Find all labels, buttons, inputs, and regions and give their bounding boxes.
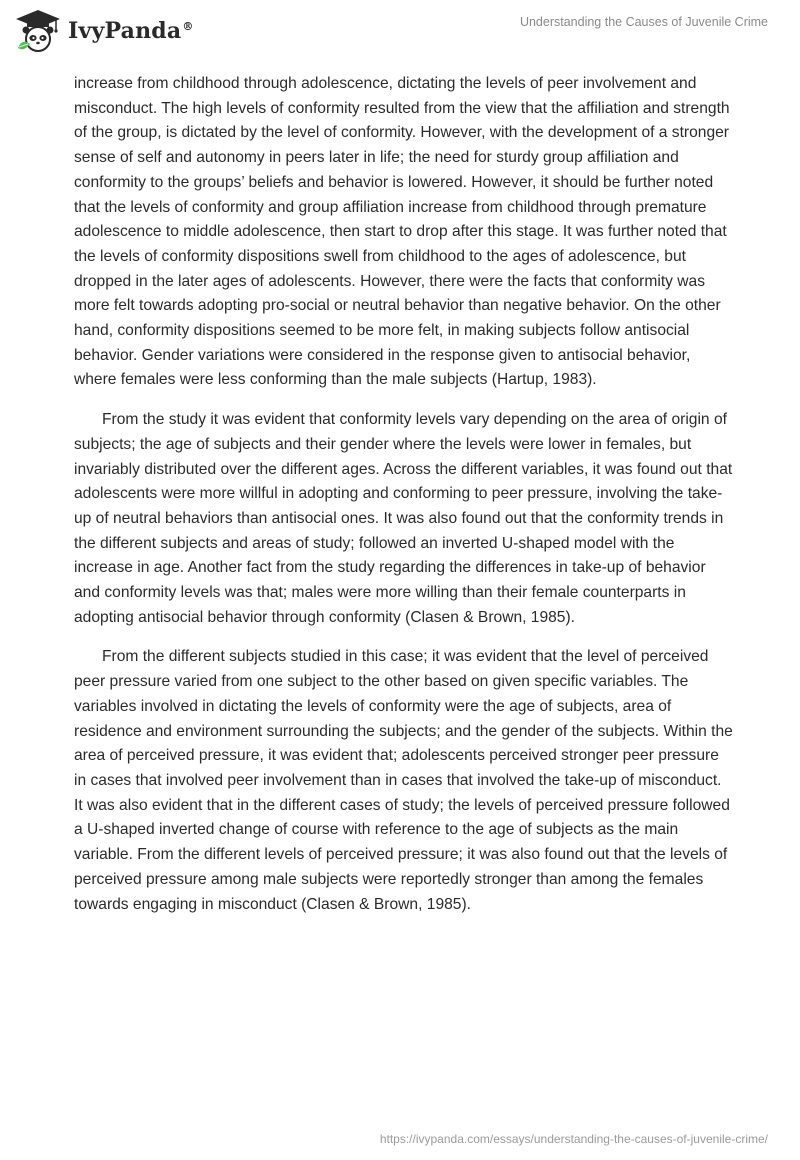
source-url[interactable]: https://ivypanda.com/essays/understanding-the-causes-of-juvenile-crime/ — [379, 1132, 768, 1146]
paragraph-2: From the study it was evident that conformity levels vary depending on the area of origin of subjects; the age of subjects and their gender where the levels were lower in females, but invariably distributed over the different ages. Across the different variables, it was found out that adolescents were more willful in adopting and conforming to peer pressure, involving the take-up of neutral behaviors than antisocial ones. It was also found out that the conformity trends in the different subjects and areas of study; followed an inverted U-shaped model with the increase in age. Another fact from the study regarding the differences in take-up of behavior and conformity levels was that; males were more willing than their female counterparts in adopting antisocial behavior through conformity (Clasen & Brown, 1985). — [74, 411, 733, 626]
brand-name: IvyPanda® — [68, 18, 194, 44]
document-title: Understanding the Causes of Juvenile Crime — [519, 15, 768, 29]
paragraph-1: increase from childhood through adolescence, dictating the levels of peer involvement and misconduct. The high levels of conformity resulted from the view that the affiliation and strength of the group, is dictated by the level of conformity. However, with the development of a stronger sense of self and autonomy in peers later in life; the need for sturdy group affiliation and conformity to the groups’ beliefs and behavior is lowered. However, it should be further noted that the levels of conformity and group affiliation increase from childhood through premature adolescence to middle adolescence, then start to drop after this stage. It was further noted that the levels of conformity dispositions swell from childhood to the ages of adolescence, but dropped in the later ages of adolescents. However, there were the facts that conformity was more felt towards adopting pro-social or neutral behavior than negative behavior. On the other hand, conformity dispositions seemed to be more felt, in making subjects follow antisocial behavior. Gender variations were considered in the response given to antisocial behavior, where females were less conforming than the male subjects (Hartup, 1983). — [74, 75, 730, 389]
registered-mark: ® — [182, 19, 194, 33]
page-header — [0, 0, 800, 70]
essay-body — [74, 72, 734, 932]
panda-graduate-logo-icon — [14, 8, 62, 54]
paragraph-3: From the different subjects studied in this case; it was evident that the level of perceived peer pressure varied from one subject to the other based on given specific variables. The variables involved in dictating the levels of conformity were the age of subjects, area of residence and environment surrounding the subjects; and the gender of the subjects. Within the area of perceived pressure, it was evident that; adolescents perceived stronger peer pressure in cases that involved peer involvement than in cases that involved the take-up of misconduct. It was also evident that in the different cases of study; the levels of perceived pressure followed a U-shaped inverted change of course with reference to the age of subjects as the main variable. From the different levels of perceived pressure; it was also found out that the levels of perceived pressure among male subjects were reportedly stronger than among the females towards engaging in misconduct (Clasen & Brown, 1985). — [74, 648, 733, 913]
ivypanda-logo[interactable] — [14, 8, 194, 54]
